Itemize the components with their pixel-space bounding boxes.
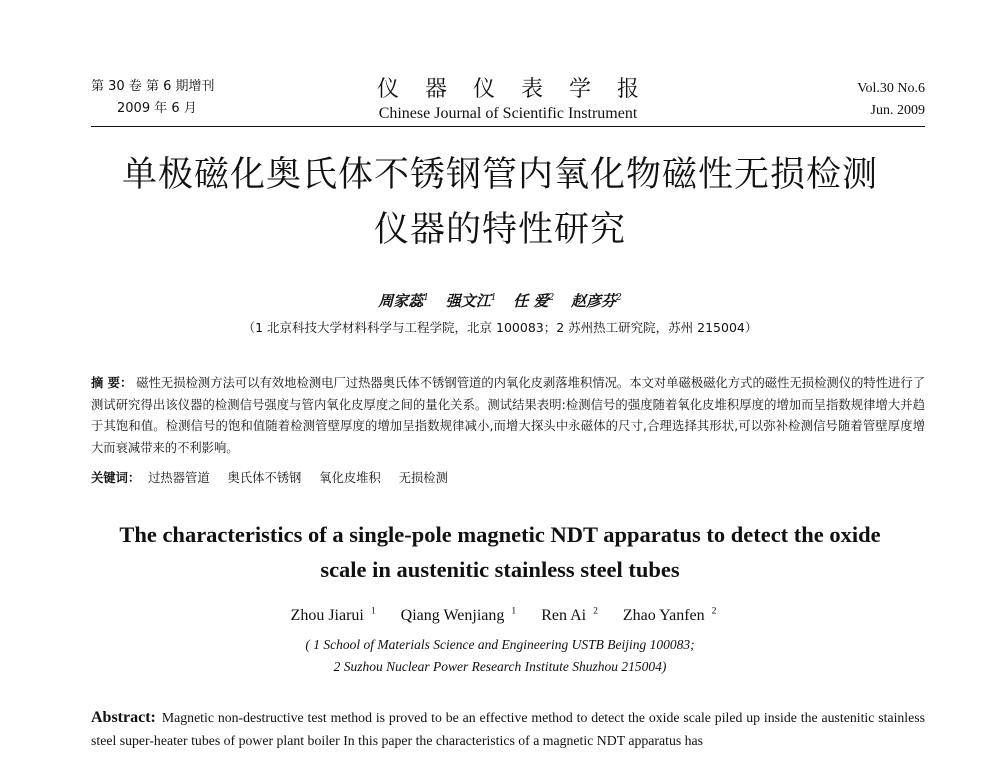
abstract-en-text: Magnetic non-destructive test method is proved to be an effective method to detect the oxide scale piled up inside the austenitic stainless steel super-heater tubes of power plant boiler In this paper the characteristics of a magnetic NDT apparatus has [91, 710, 925, 748]
author-en: Zhou Jiarui $^1$ [290, 606, 376, 625]
abstract-en-label: Abstract: [91, 709, 156, 726]
authors-cn [0, 290, 1000, 311]
keyword: 无损检测 [398, 471, 448, 485]
abstract-cn [91, 373, 925, 459]
date-en: Jun. 2009 [870, 103, 925, 118]
journal-name-en: Chinese Journal of Scientific Instrument [378, 105, 638, 122]
author-cn: 周家蕊$^1$ [378, 292, 429, 310]
keyword: 奥氏体不锈钢 [227, 471, 302, 485]
keywords-cn [91, 468, 925, 486]
authors-en [0, 606, 1000, 625]
volume-en: Vol.30 No.6 [857, 81, 925, 96]
journal-header [91, 76, 925, 127]
affiliation-cn: （1 北京科技大学材料科学与工程学院，北京 100083；2 苏州热工研究院，苏州 215004） [242, 320, 758, 335]
author-en: Zhao Yanfen $^2$ [622, 606, 717, 625]
author-en: Qiang Wenjiang $^1$ [400, 606, 517, 625]
title-en-line1: The characteristics of a single-pole magnetic NDT apparatus to detect the oxide [119, 522, 881, 547]
author-cn: 任 爱$^2$ [513, 292, 555, 310]
title-cn-line1: 单极磁化奥氏体不锈钢管内氧化物磁性无损检测 [121, 155, 878, 195]
keyword: 氧化皮堆积 [319, 471, 381, 485]
author-cn: 强文江$^1$ [445, 292, 497, 310]
title-en [60, 517, 940, 587]
keywords-cn-label: 关键词： [91, 471, 141, 485]
affiliation-en-line1: ( 1 School of Materials Science and Engineering USTB Beijing 100083; [305, 637, 695, 652]
author-en: Ren Ai $^2$ [541, 606, 598, 625]
abstract-cn-text: 磁性无损检测方法可以有效地检测电厂过热器奥氏体不锈钢管道的内氧化皮剥落堆积情况。本文对单磁极磁化方式的磁性无损检测仪的特性进行了测试研究得出该仪器的检测信号强度与管内氧化皮厚度之间的量化关系。测试结果表明:检测信号的强度随着氧化皮堆积厚度的增加而呈指数规律增大并趋于其饱和值。检测信号的饱和值随着检测管壁厚度的增加呈指数规律减小,而增大探头中永磁体的尺寸,合理选择其形状,可以弥补检测信号随着管壁厚度增大而衰减带来的不利影响。 [91, 376, 925, 455]
volume-issue: 第 30 卷 第 6 期增刊 [91, 79, 215, 94]
abstract-cn-label: 摘 要： [91, 376, 133, 390]
affiliation-en [0, 634, 1000, 678]
journal-name-cn: 仪器仪表学报 [376, 77, 665, 102]
abstract-en [91, 706, 925, 752]
header-center [91, 76, 925, 124]
title-cn [0, 148, 1000, 258]
header-right [857, 78, 925, 122]
author-cn: 赵彦芬$^2$ [571, 292, 622, 310]
title-en-line2: scale in austenitic stainless steel tubes [320, 557, 680, 582]
affiliation-en-line2: 2 Suzhou Nuclear Power Research Institute Shuzhou 215004) [333, 659, 667, 674]
issue-date: 2009 年 6 月 [117, 101, 197, 116]
keyword: 过热器管道 [148, 471, 210, 485]
title-cn-line2: 仪器的特性研究 [373, 210, 626, 250]
